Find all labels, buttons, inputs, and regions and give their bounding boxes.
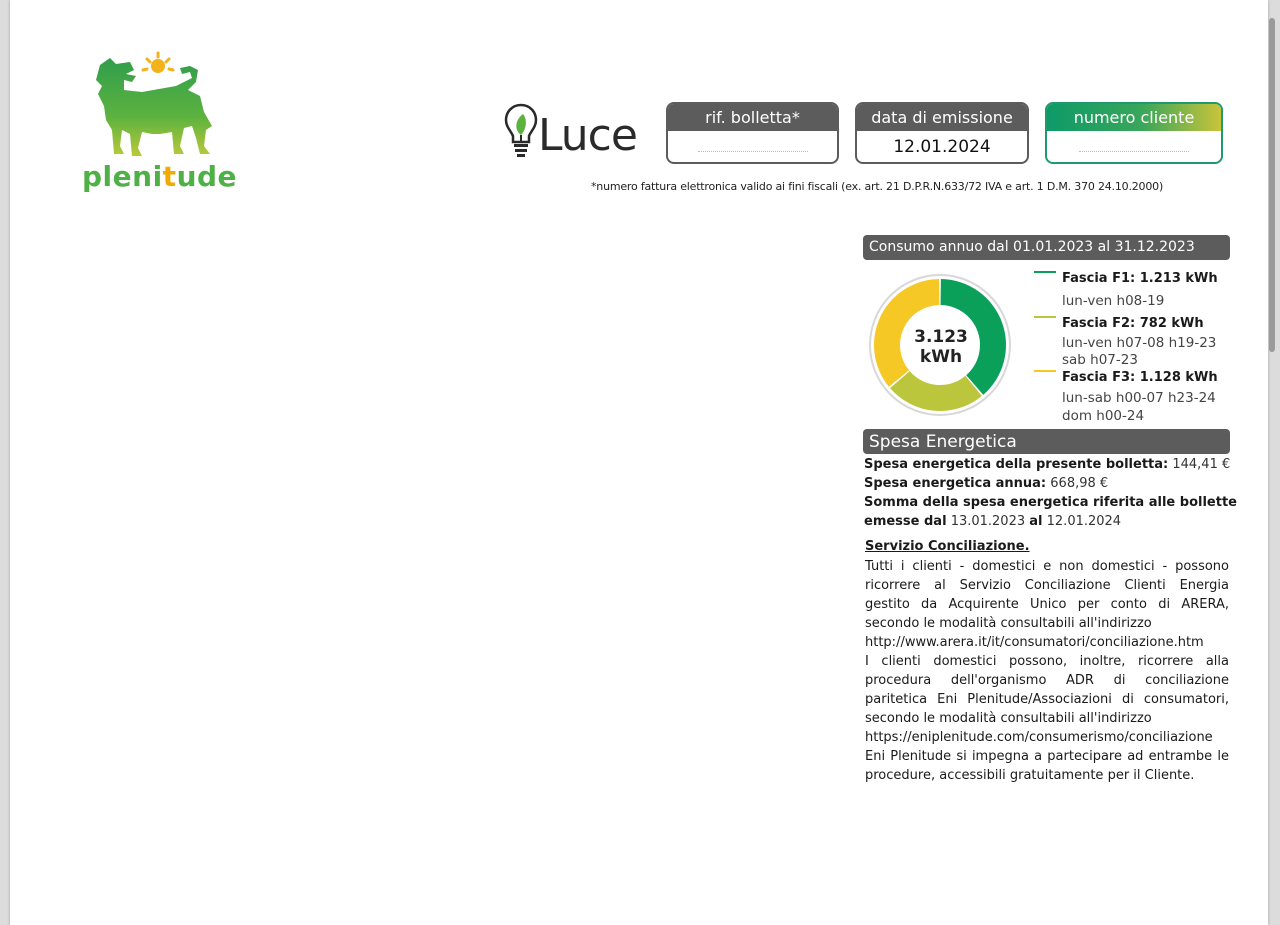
spesa-presente-value: 144,41 € xyxy=(1172,457,1231,472)
legend-desc-f3-line2: dom h00-24 xyxy=(1062,408,1145,424)
spesa-annua-label: Spesa energetica annua: xyxy=(864,476,1047,491)
conciliazione-url-2[interactable]: https://eniplenitude.com/consumerismo/conciliazione xyxy=(865,730,1213,745)
fattura-footnote: *numero fattura elettronica valido ai fini fiscali (ex. art. 21 D.P.R.N.633/72 IVA e art. 1 D.M. 370 24.10.2000) xyxy=(591,180,1164,193)
legend-label-f3: Fascia F3: 1.128 kWh xyxy=(1062,370,1218,385)
data-emissione-box xyxy=(855,102,1029,164)
donut-total-unit: kWh xyxy=(919,347,963,367)
legend-swatch-f3 xyxy=(1034,370,1056,372)
data-emissione-value: 12.01.2024 xyxy=(893,137,991,157)
legend-label-f1: Fascia F1: 1.213 kWh xyxy=(1062,271,1218,286)
legend-label-f2: Fascia F2: 782 kWh xyxy=(1062,316,1204,331)
plenitude-wordmark: plenitude xyxy=(82,160,238,193)
spesa-somma-line1: Somma della spesa energetica riferita alle bollette xyxy=(864,495,1237,510)
data-emissione-label: data di emissione xyxy=(857,104,1027,131)
legend-desc-f2-line1: lun-ven h07-08 h19-23 xyxy=(1062,335,1217,351)
conciliazione-body xyxy=(865,557,1229,785)
donut-total-value: 3.123 xyxy=(914,327,968,347)
conciliazione-url-1[interactable]: http://www.arera.it/it/consumatori/conciliazione.htm xyxy=(865,635,1204,650)
legend-swatch-f1 xyxy=(1034,271,1056,273)
spesa-section-header: Spesa Energetica xyxy=(863,429,1230,454)
spesa-somma-line2: emesse dal 13.01.2023 al 12.01.2024 xyxy=(864,514,1122,529)
legend-desc-f3-line1: lun-sab h00-07 h23-24 xyxy=(1062,390,1216,406)
rif-bolletta-label: rif. bolletta* xyxy=(668,104,837,131)
spesa-somma-to: 12.01.2024 xyxy=(1046,514,1122,529)
lightbulb-leaf-icon xyxy=(504,102,538,160)
numero-cliente-box xyxy=(1045,102,1223,164)
numero-cliente-value xyxy=(1047,131,1221,163)
spesa-annua-value: 668,98 € xyxy=(1050,476,1109,491)
spesa-presente-label: Spesa energetica della presente bolletta: xyxy=(864,457,1169,472)
conciliazione-paragraph-1: Tutti i clienti - domestici e non domestici - possono ricorrere al Servizio Conciliazione Clienti Energia gestito da Acquirente Unico per conto di ARERA, secondo le modalità consultabili all'indirizzo xyxy=(865,559,1229,631)
conciliazione-paragraph-3: Eni Plenitude si impegna a partecipare ad entrambe le procedure, accessibili gratuitamente per il Cliente. xyxy=(865,749,1229,783)
numero-cliente-label: numero cliente xyxy=(1047,104,1221,131)
rif-bolletta-value xyxy=(668,131,837,163)
donut-total xyxy=(900,327,982,367)
spesa-presente xyxy=(864,456,1230,474)
spesa-somma-from: 13.01.2023 xyxy=(950,514,1026,529)
conciliazione-title: Servizio Conciliazione. xyxy=(865,539,1030,554)
consumo-section-header: Consumo annuo dal 01.01.2023 al 31.12.2023 xyxy=(863,235,1230,260)
spesa-annua xyxy=(864,475,1108,493)
rif-bolletta-box xyxy=(666,102,839,164)
conciliazione-paragraph-2: I clienti domestici possono, inoltre, ricorrere alla procedura dell'organismo ADR di conciliazione paritetica Eni Plenitude/Associazioni di consumatori, secondo le modalità consultabili all'indirizzo xyxy=(865,654,1229,726)
vertical-scrollbar[interactable] xyxy=(1269,18,1275,352)
legend-swatch-f2 xyxy=(1034,316,1056,318)
legend-desc-f2-line2: sab h07-23 xyxy=(1062,352,1138,368)
legend-desc-f1: lun-ven h08-19 xyxy=(1062,293,1165,309)
bill-page xyxy=(10,0,1268,925)
product-title: Luce xyxy=(538,110,637,161)
